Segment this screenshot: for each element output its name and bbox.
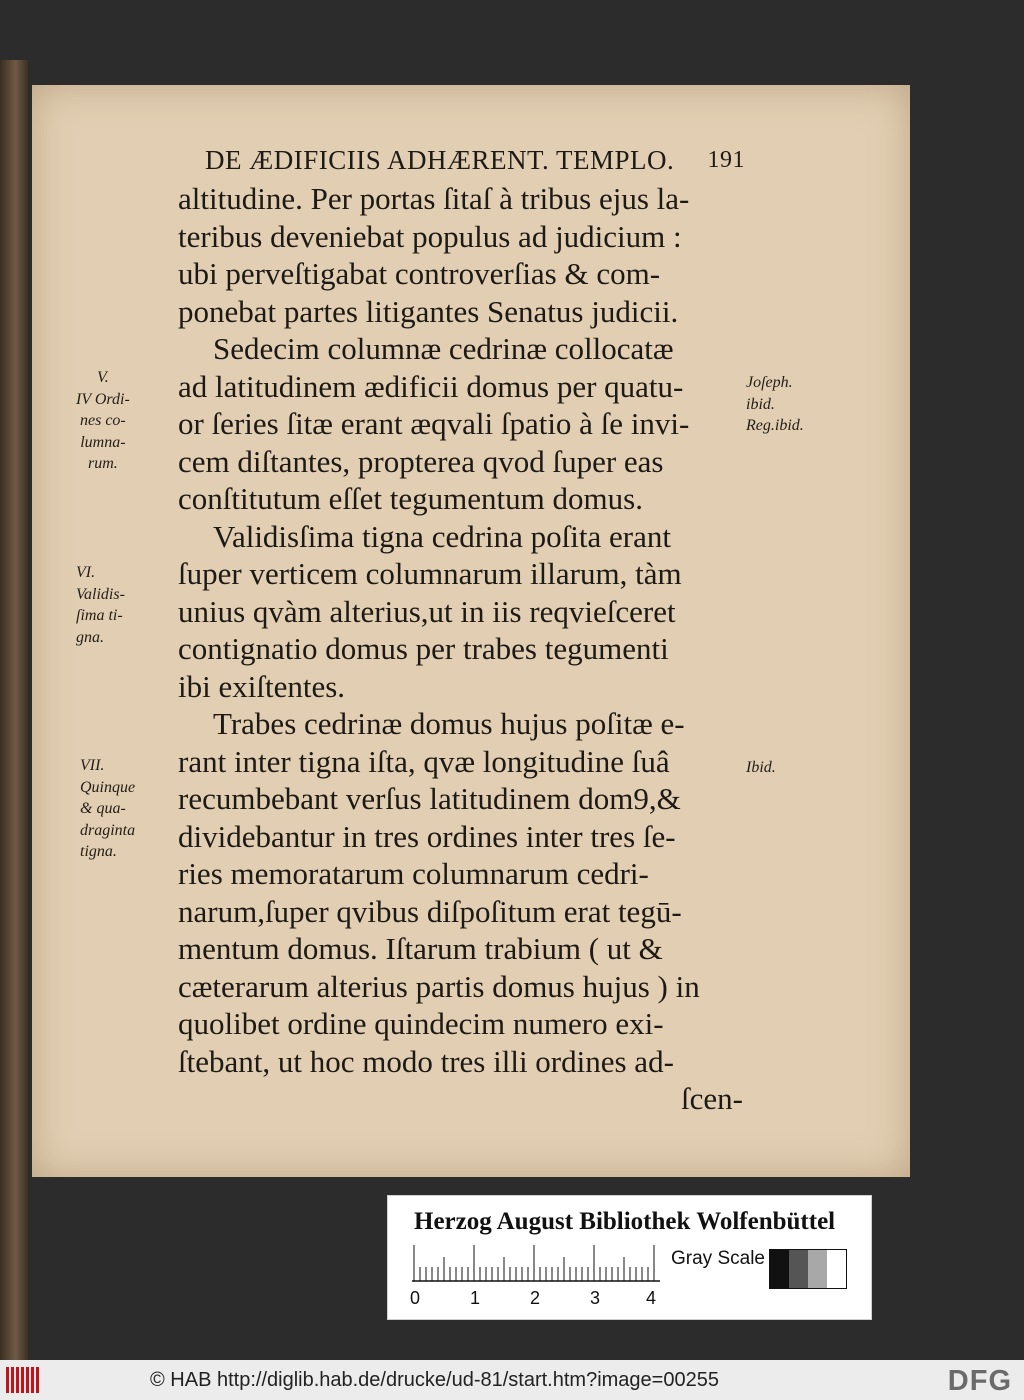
- margin-note-line: rum.: [88, 455, 118, 472]
- margin-note-line: Reg.ibid.: [746, 417, 804, 434]
- text-line: quolibet ordine quindecim numero exi-: [178, 1006, 664, 1041]
- hab-logo-icon: [6, 1367, 40, 1393]
- margin-note-line: draginta: [80, 821, 136, 839]
- margin-note-line: & qua-: [80, 800, 126, 817]
- margin-note-line: nes co-: [80, 412, 126, 429]
- footer-bar: [0, 1360, 1024, 1400]
- text-line: Trabes cedrinæ domus hujus poſitæ e-: [213, 706, 685, 741]
- margin-note-line: IV Ordi-: [76, 390, 130, 408]
- text-line: cem diſtantes, propterea qvod ſuper eas: [178, 443, 664, 479]
- text-line: ries memoratarum columnarum cedri-: [178, 856, 649, 891]
- text-line: narum,ſuper qvibus diſpoſitum erat tegū-: [178, 893, 682, 929]
- folio-number: 191: [707, 147, 745, 173]
- margin-note-line: Quinque: [80, 778, 136, 796]
- margin-note-line: gna.: [76, 628, 104, 646]
- text-line: conſtitutum eſſet tegumentum domus.: [178, 481, 643, 516]
- text-line: unius qvàm alterius,ut in iis reqvieſceret: [178, 593, 676, 629]
- gray-scale-label: Gray Scale: [671, 1248, 765, 1269]
- library-name: Herzog August Bibliothek Wolfenbüttel: [414, 1208, 836, 1235]
- margin-note-line: ſima ti-: [76, 607, 123, 624]
- margin-note-left-v: [76, 367, 130, 475]
- text-line: Validisſima tigna cedrina poſita erant: [213, 518, 671, 554]
- text-line: dividebantur in tres ordines inter tres ſe-: [178, 818, 676, 854]
- margin-note-line: ibid.: [746, 395, 775, 413]
- ruler-scale: [412, 1244, 660, 1282]
- library-scale-card: [387, 1195, 872, 1320]
- footer-credit: © HAB http://diglib.hab.de/drucke/ud-81/start.htm?image=00255: [150, 1369, 719, 1391]
- ruler-number-3: 3: [590, 1288, 601, 1308]
- margin-note-line: Joſeph.: [746, 374, 793, 391]
- text-line: or ſeries ſitæ erant æqvali ſpatio à ſe invi-: [178, 406, 690, 441]
- running-title: DE ÆDIFICIIS ADHÆRENT. TEMPLO.: [205, 145, 675, 175]
- margin-note-left-vii: [80, 755, 135, 863]
- gray-scale-patches: [769, 1249, 847, 1289]
- body-text: [178, 180, 743, 1118]
- margin-note-right-ibid: [746, 757, 776, 779]
- margin-note-left-vi: [76, 562, 125, 648]
- ruler-number-1: 1: [470, 1288, 481, 1308]
- gray-patch: [770, 1250, 789, 1288]
- text-line: altitudine. Per portas ſitaſ à tribus ejus la-: [178, 181, 690, 216]
- margin-note-line: tigna.: [80, 843, 117, 860]
- catchword: ſcen-: [681, 1081, 743, 1116]
- book-edge-strip: [0, 60, 28, 1360]
- text-line: cæterarum alterius partis domus hujus ) in: [178, 968, 700, 1004]
- margin-note-line: Ibid.: [746, 759, 776, 776]
- text-line: Sedecim columnæ cedrinæ collocatæ: [213, 331, 674, 366]
- text-line: ponebat partes litigantes Senatus judicii.: [178, 293, 679, 329]
- gray-patch: [789, 1250, 808, 1288]
- dfg-logo: DFG: [947, 1365, 1012, 1397]
- gray-patch: [808, 1250, 827, 1288]
- margin-note-line: VII.: [80, 757, 105, 774]
- text-line: ibi exiſtentes.: [178, 668, 346, 704]
- running-header: [205, 145, 745, 176]
- text-line: mentum domus. Iſtarum trabium ( ut &: [178, 931, 663, 966]
- text-line: ſtebant, ut hoc modo tres illi ordines ad-: [178, 1043, 674, 1079]
- gray-patch: [827, 1250, 846, 1288]
- text-line: ubi perveſtigabat controverſias & com-: [178, 256, 661, 291]
- text-line: contignatio domus per trabes tegumenti: [178, 631, 669, 666]
- text-line: recumbebant verſus latitudinem dom9,&: [178, 781, 681, 816]
- margin-note-line: V.: [97, 369, 109, 386]
- margin-note-line: Validis-: [76, 585, 125, 603]
- ruler-number-4: 4: [646, 1288, 657, 1308]
- margin-note-line: VI.: [76, 564, 96, 581]
- ruler-number-0: 0: [410, 1288, 421, 1308]
- text-line: ſuper verticem columnarum illarum, tàm: [178, 556, 682, 591]
- text-line: rant inter tigna iſta, qvæ longitudine ſuâ: [178, 743, 670, 779]
- ruler-number-2: 2: [530, 1288, 541, 1308]
- margin-note-line: lumna-: [80, 433, 126, 451]
- margin-note-right-joseph: [746, 372, 804, 437]
- text-line: ad latitudinem ædificii domus per quatu-: [178, 368, 684, 404]
- text-line: teribus deveniebat populus ad judicium :: [178, 218, 682, 254]
